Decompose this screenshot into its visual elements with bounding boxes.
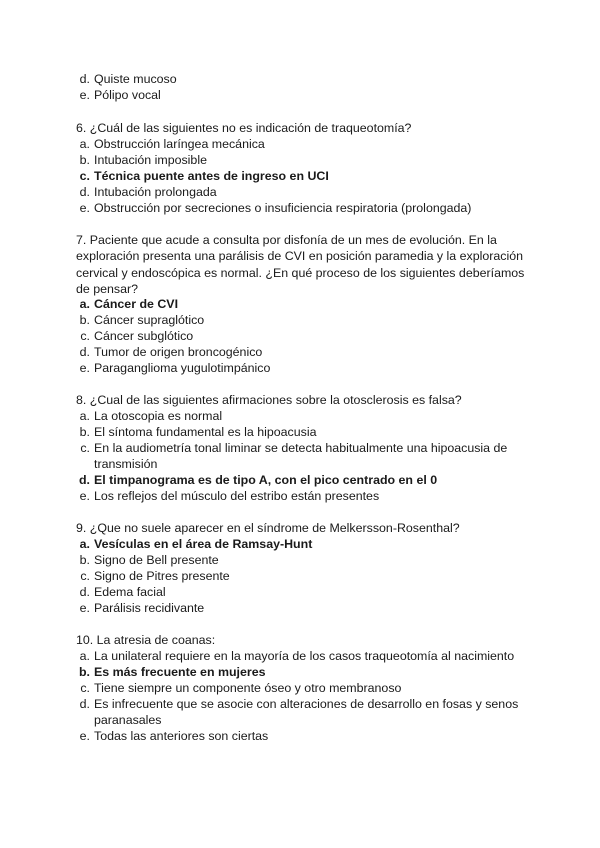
option-letter: d. [79, 185, 90, 199]
option-letter: c. [79, 169, 90, 183]
q7-stem: 7. Paciente que acude a consulta por disfonía de un mes de evolución. En la exploración presenta una parálisis de CVI en posición paramedia y la exploración cervical y endoscópica es normal. ¿En qué proceso de los siguientes deberíamos de pensar? [76, 233, 525, 296]
option-text-continuation: transmisión [94, 457, 158, 471]
option-letter: d. [79, 585, 90, 599]
option-letter: a. [79, 409, 90, 423]
q6-stem: 6. ¿Cuál de las siguientes no es indicación de traqueotomía? [76, 121, 412, 135]
option-letter: e. [79, 201, 90, 215]
option-text: Es más frecuente en mujeres [94, 665, 266, 679]
option-text: Cáncer supraglótico [94, 313, 205, 327]
option-text: Técnica puente antes de ingreso en UCI [94, 169, 329, 183]
option-text: Obstrucción laríngea mecánica [94, 137, 265, 151]
option-letter: d. [79, 345, 90, 359]
option-text: Pólipo vocal [94, 88, 161, 102]
option-letter: e. [79, 729, 90, 743]
option-text: Tiene siempre un componente óseo y otro membranoso [94, 681, 402, 695]
option-letter: d. [78, 473, 90, 487]
option-letter: e. [79, 361, 90, 375]
option-letter: e. [79, 489, 90, 503]
option-text: Parálisis recidivante [94, 601, 205, 615]
option-text: Es infrecuente que se asocie con alteraciones de desarrollo en fosas y senos [94, 697, 519, 711]
option-letter: d. [79, 697, 90, 711]
option-text: La unilateral requiere en la mayoría de los casos traqueotomía al nacimiento [94, 649, 515, 663]
option-text: Todas las anteriores son ciertas [94, 729, 269, 743]
q8-stem: 8. ¿Cual de las siguientes afirmaciones sobre la otosclerosis es falsa? [76, 393, 462, 407]
option-letter: e. [79, 88, 90, 102]
option-letter: c. [80, 441, 90, 455]
q10-stem: 10. La atresia de coanas: [76, 633, 216, 647]
option-letter: b. [79, 425, 90, 439]
option-text-continuation: paranasales [94, 713, 162, 727]
option-text: En la audiometría tonal liminar se detecta habitualmente una hipoacusia de [94, 441, 508, 455]
option-text: El síntoma fundamental es la hipoacusia [94, 425, 317, 439]
option-letter: b. [79, 553, 90, 567]
option-text: Cáncer subglótico [94, 329, 194, 343]
option-letter: a. [79, 649, 90, 663]
option-text: Signo de Pitres presente [94, 569, 230, 583]
option-letter: a. [79, 137, 90, 151]
option-letter: c. [80, 569, 90, 583]
option-text: Vesículas en el área de Ramsay-Hunt [94, 537, 313, 551]
option-text: Edema facial [94, 585, 166, 599]
option-letter: b. [78, 665, 90, 679]
option-text: Signo de Bell presente [94, 553, 219, 567]
option-letter: c. [80, 329, 90, 343]
option-text: Obstrucción por secreciones o insuficiencia respiratoria (prolongada) [94, 201, 472, 215]
option-text: Paraganglioma yugulotimpánico [94, 361, 271, 375]
option-text: Cáncer de CVI [94, 297, 179, 311]
option-letter: c. [80, 681, 90, 695]
option-letter: e. [79, 601, 90, 615]
option-text: Los reflejos del músculo del estribo están presentes [94, 489, 380, 503]
q9-stem: 9. ¿Que no suele aparecer en el síndrome de Melkersson-Rosenthal? [76, 521, 460, 535]
option-letter: a. [79, 537, 90, 551]
option-text: La otoscopia es normal [94, 409, 223, 423]
option-text: Intubación imposible [94, 153, 207, 167]
option-text: Tumor de origen broncogénico [94, 345, 263, 359]
option-text: Quiste mucoso [94, 72, 177, 86]
option-text: Intubación prolongada [94, 185, 217, 199]
option-letter: b. [79, 153, 90, 167]
option-letter: d. [79, 72, 90, 86]
option-letter: a. [79, 297, 90, 311]
option-letter: b. [79, 313, 90, 327]
option-text: El timpanograma es de tipo A, con el pico centrado en el 0 [94, 473, 438, 487]
